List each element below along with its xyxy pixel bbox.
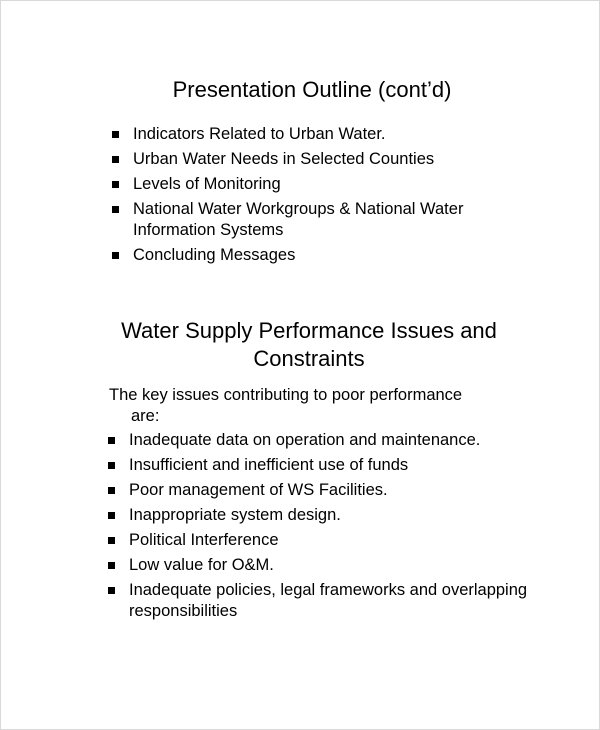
square-bullet-icon [108,562,115,569]
slide-water-supply-issues [1,317,600,620]
list-item [107,505,547,526]
list-item-text: Poor management of WS Facilities. [129,481,388,499]
slide-1-title: Presentation Outline (cont’d) [172,77,452,102]
slide-2-title: Water Supply Performance Issues and Constraints [121,318,497,371]
square-bullet-icon [108,487,115,494]
list-item-text: Inappropriate system design. [129,506,341,524]
list-item-text: Insufficient and inefficient use of funds [129,456,409,474]
square-bullet-icon [108,512,115,519]
list-item [111,199,531,240]
list-item-text: Indicators Related to Urban Water. [133,125,386,143]
list-item-text: National Water Workgroups & National Water Information Systems [133,200,464,239]
square-bullet-icon [112,131,119,138]
list-item-text: Political Interference [129,531,279,549]
square-bullet-icon [112,181,119,188]
square-bullet-icon [112,206,119,213]
list-item [107,480,547,501]
list-item-text: Low value for O&M. [129,556,274,574]
list-item [111,124,531,145]
list-item-text: Urban Water Needs in Selected Counties [133,150,435,168]
list-item [107,580,547,621]
list-item [107,430,547,451]
list-item [111,149,531,170]
list-item-text: Inadequate policies, legal frameworks and overlapping responsibilities [129,581,528,620]
square-bullet-icon [108,587,115,594]
intro-line-2: are: [131,406,160,425]
list-item [107,455,547,476]
slide-2-intro [109,385,529,426]
square-bullet-icon [112,252,119,259]
square-bullet-icon [108,462,115,469]
list-item-text: Inadequate data on operation and maintenance. [129,431,481,449]
list-item [111,174,531,195]
list-item [107,530,547,551]
list-item-text: Concluding Messages [133,245,296,264]
intro-line-1: The key issues contributing to poor performance [109,386,463,404]
slide-2-bullet-list [107,430,547,626]
slide-1-bullet-list [111,124,531,270]
square-bullet-icon [112,156,119,163]
slide-presentation-outline [1,76,600,264]
square-bullet-icon [108,437,115,444]
square-bullet-icon [108,537,115,544]
list-item [111,245,531,266]
list-item-text: Levels of Monitoring [133,175,281,193]
list-item [107,555,547,576]
